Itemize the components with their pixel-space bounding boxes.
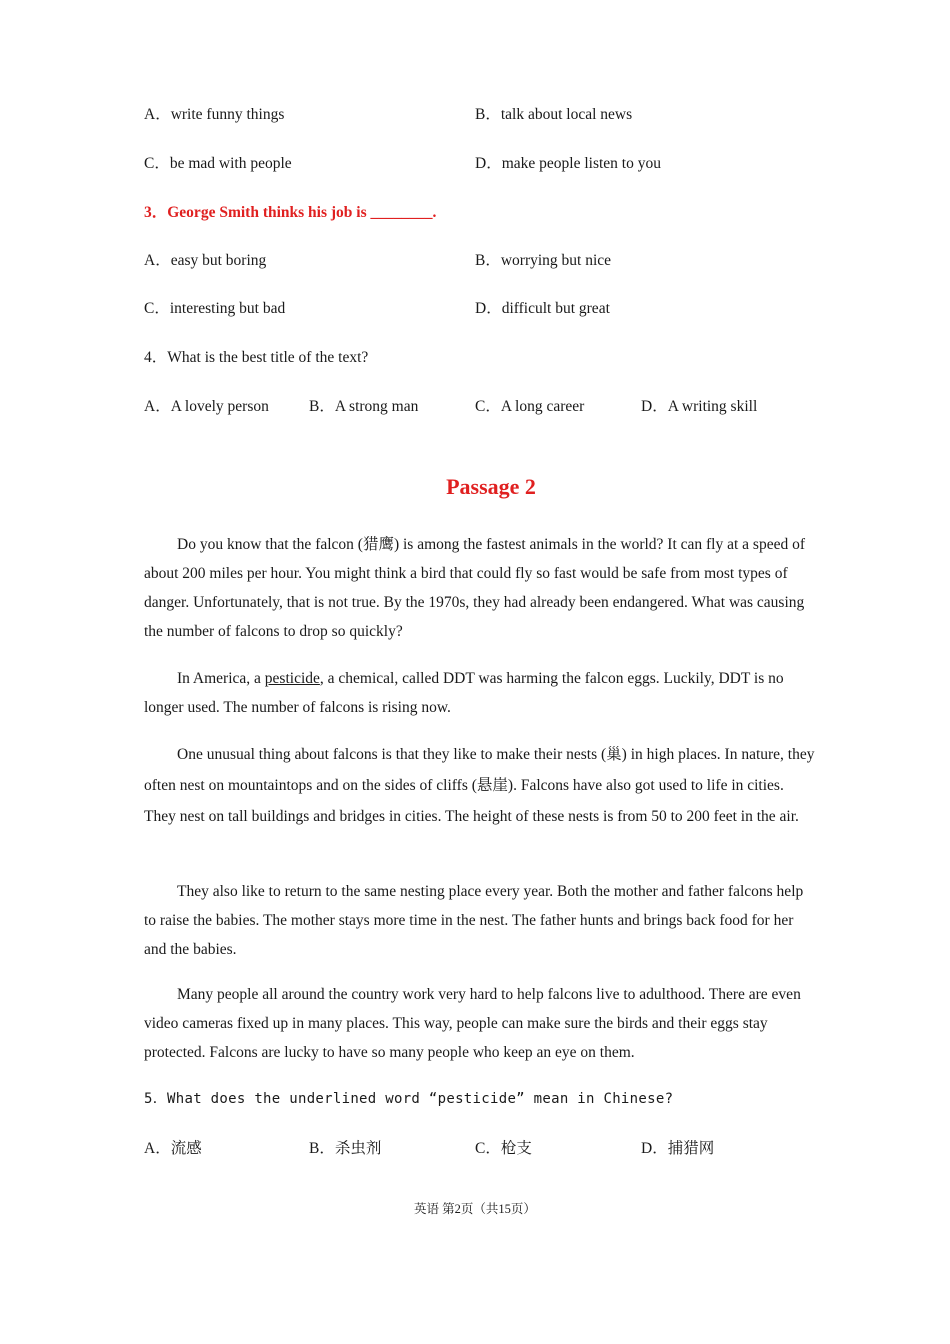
- paragraph-4-text: They also like to return to the same nesting place every year. Both the mother and father falcons help to raise the babies. The mother stays more time in the nest. The father hunts and brings back food for her and the babies.: [144, 883, 804, 958]
- q4-option-d: D．A writing skill: [641, 398, 758, 415]
- q4-option-a: A．A lovely person: [144, 398, 269, 415]
- q3-option-d: D．difficult but great: [475, 300, 610, 317]
- q2-option-a: A．write funny things: [144, 106, 285, 123]
- passage-paragraph-5: [144, 980, 816, 1067]
- underlined-word-pesticide: pesticide: [264, 670, 320, 687]
- q4-option-c: C．A long career: [475, 398, 585, 415]
- q5-option-d: D．捕猎网: [641, 1140, 715, 1157]
- passage-paragraph-1: [144, 530, 816, 646]
- q2-option-c: C．be mad with people: [144, 155, 292, 172]
- q3-question: 3．George Smith thinks his job is ________.: [144, 204, 437, 221]
- paragraph-1-text: Do you know that the falcon (猎鹰) is among the fastest animals in the world? It can fly at a speed of about 200 miles per hour. You might think a bird that could fly so fast would be safe from most types of danger. Unfortunately, that is not true. By the 1970s, they had already been endangered. What was causing the number of falcons to drop so quickly?: [144, 536, 806, 640]
- paragraph-5-text: Many people all around the country work very hard to help falcons live to adulthood. There are even video cameras fixed up in many places. This way, people can make sure the birds and their eggs stay protected. Falcons are lucky to have so many people who keep an eye on them.: [144, 986, 801, 1061]
- paragraph-2-text-before: In America, a: [177, 670, 265, 687]
- q4-option-b: B．A strong man: [309, 398, 419, 415]
- q5-option-c: C．枪支: [475, 1140, 532, 1157]
- q4-question: 4．What is the best title of the text?: [144, 349, 369, 366]
- passage-paragraph-2: [144, 664, 816, 722]
- q3-option-a: A．easy but boring: [144, 252, 267, 269]
- q2-option-b: B．talk about local news: [475, 106, 633, 123]
- passage-paragraph-4: [144, 877, 816, 964]
- q3-option-b: B．worrying but nice: [475, 252, 612, 269]
- q2-option-d: D．make people listen to you: [475, 155, 661, 172]
- q3-option-c: C．interesting but bad: [144, 300, 286, 317]
- passage-title: Passage 2: [446, 474, 536, 499]
- page-footer: 英语 第2页（共15页）: [414, 1202, 536, 1216]
- paragraph-2-text-after: , a chemical, called DDT was harming the falcon eggs. Luckily, DDT is no longer used. The number of falcons is rising now.: [144, 670, 784, 716]
- q5-question: 5．What does the underlined word “pesticide” mean in Chinese?: [144, 1091, 674, 1107]
- paragraph-3-text: One unusual thing about falcons is that they like to make their nests (巢) in high places. In nature, they often nest on mountaintops and on the sides of cliffs (悬崖). Falcons have also got used to life in cities. They nest on tall buildings and bridges in cities. The height of these nests is from 50 to 200 feet in the air.: [144, 746, 815, 825]
- q5-option-a: A．流感: [144, 1140, 202, 1157]
- q5-option-b: B．杀虫剂: [309, 1140, 382, 1157]
- passage-paragraph-3: [144, 739, 816, 832]
